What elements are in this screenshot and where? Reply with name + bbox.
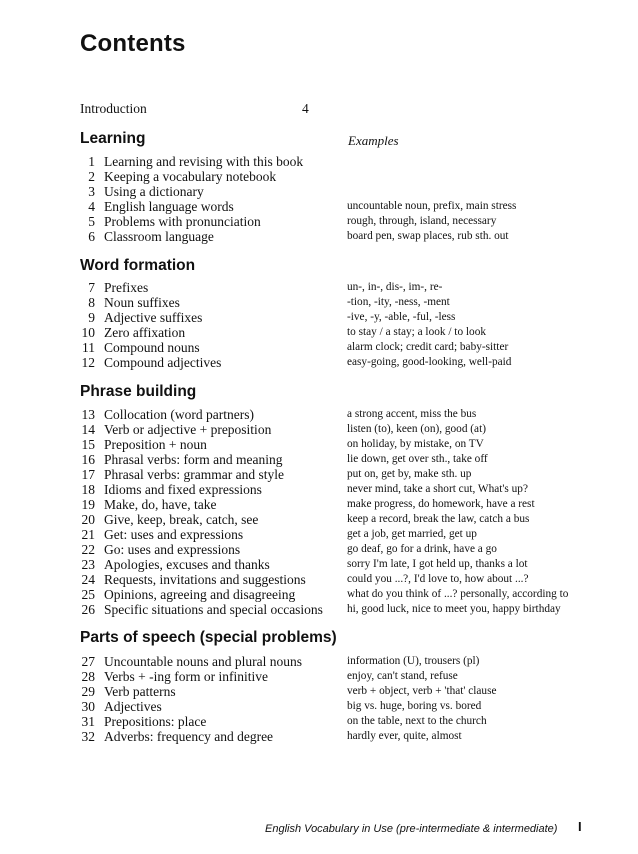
unit-number: 8 [88,295,95,310]
unit-number: 7 [88,280,95,295]
unit-title: Preposition + noun [104,437,207,452]
unit-title: Verb or adjective + preposition [104,422,272,437]
unit-row [0,714,638,729]
unit-title: Verb patterns [104,684,176,699]
unit-example: information (U), trousers (pl) [347,655,480,667]
unit-row [0,467,638,482]
unit-title: Idioms and fixed expressions [104,482,262,497]
section-heading: Learning [80,130,146,147]
unit-number: 24 [81,572,95,587]
unit-number: 11 [82,340,95,355]
unit-row [0,654,638,669]
unit-row [0,587,638,602]
unit-number: 17 [81,467,95,482]
unit-row [0,229,638,244]
unit-title: Learning and revising with this book [104,154,304,169]
unit-title: Make, do, have, take [104,497,217,512]
unit-example: sorry I'm late, I got held up, thanks a lot [347,558,528,570]
unit-title: Compound nouns [104,340,200,355]
unit-title: Collocation (word partners) [104,407,254,422]
unit-number: 16 [81,452,95,467]
unit-row [0,527,638,542]
unit-example: a strong accent, miss the bus [347,408,477,420]
introduction-label: Introduction [80,101,147,116]
unit-title: Adverbs: frequency and degree [104,729,274,744]
unit-title: Opinions, agreeing and disagreeing [104,587,296,602]
section-heading: Parts of speech (special problems) [80,629,337,646]
unit-title: Give, keep, break, catch, see [104,512,259,527]
unit-example: lie down, get over sth., take off [347,453,488,465]
unit-example: get a job, get married, get up [347,528,477,540]
unit-title: Get: uses and expressions [104,527,244,542]
unit-example: alarm clock; credit card; baby-sitter [347,341,509,353]
unit-number: 4 [88,199,95,214]
unit-number: 13 [81,407,95,422]
unit-row [0,184,638,199]
unit-example: could you ...?, I'd love to, how about ...? [347,573,529,585]
unit-number: 18 [81,482,95,497]
introduction-entry [80,101,320,117]
unit-title: Zero affixation [104,325,186,340]
unit-example: go deaf, go for a drink, have a go [347,543,497,555]
unit-number: 14 [81,422,95,437]
unit-example: keep a record, break the law, catch a bus [347,513,530,525]
unit-example: hi, good luck, nice to meet you, happy birthday [347,603,561,615]
unit-number: 22 [81,542,95,557]
section-heading: Phrase building [80,383,197,400]
unit-row [0,437,638,452]
unit-row [0,669,638,684]
unit-example: big vs. huge, boring vs. bored [347,700,482,712]
unit-title: Requests, invitations and suggestions [104,572,306,587]
introduction-page-number: 4 [302,101,309,116]
unit-title: Compound adjectives [104,355,222,370]
unit-example: listen (to), keen (on), good (at) [347,423,486,435]
unit-row [0,154,638,169]
unit-number: 28 [81,669,95,684]
unit-row [0,422,638,437]
unit-number: 12 [81,355,95,370]
unit-example: rough, through, island, necessary [347,215,497,227]
unit-title: Specific situations and special occasions [104,602,323,617]
unit-example: put on, get by, make sth. up [347,468,472,480]
unit-row [0,340,638,355]
unit-number: 19 [81,497,95,512]
unit-row [0,482,638,497]
footer-page-number: I [578,819,582,834]
unit-example: board pen, swap places, rub sth. out [347,230,509,242]
examples-column-heading: Examples [348,133,399,148]
unit-row [0,557,638,572]
unit-number: 15 [81,437,95,452]
unit-row [0,684,638,699]
unit-title: Phrasal verbs: form and meaning [104,452,283,467]
unit-row [0,497,638,512]
unit-title: English language words [104,199,234,214]
unit-row [0,310,638,325]
section-heading: Word formation [80,257,196,274]
unit-row [0,542,638,557]
unit-example: -ive, -y, -able, -ful, -less [347,311,456,323]
unit-number: 31 [81,714,95,729]
unit-row [0,214,638,229]
unit-title: Classroom language [104,229,214,244]
unit-row [0,572,638,587]
unit-number: 21 [81,527,95,542]
unit-example: verb + object, verb + 'that' clause [347,685,497,697]
unit-number: 20 [81,512,95,527]
unit-number: 27 [81,654,95,669]
unit-row [0,407,638,422]
unit-example: on the table, next to the church [347,715,487,727]
unit-title: Adjective suffixes [104,310,203,325]
unit-row [0,355,638,370]
unit-title: Noun suffixes [104,295,180,310]
unit-example: un-, in-, dis-, im-, re- [347,281,443,293]
unit-title: Adjectives [104,699,162,714]
page-title: Contents [80,30,186,57]
unit-row [0,295,638,310]
unit-row [0,602,638,617]
unit-number: 9 [88,310,95,325]
unit-title: Prefixes [104,280,149,295]
unit-number: 6 [88,229,95,244]
unit-row [0,169,638,184]
unit-number: 3 [88,184,95,199]
unit-example: to stay / a stay; a look / to look [347,326,486,338]
unit-row [0,729,638,744]
unit-example: hardly ever, quite, almost [347,730,462,742]
unit-row [0,512,638,527]
unit-title: Apologies, excuses and thanks [104,557,270,572]
unit-title: Prepositions: place [104,714,207,729]
footer-book-title: English Vocabulary in Use (pre-intermediate & intermediate) [265,823,558,835]
unit-title: Keeping a vocabulary notebook [104,169,277,184]
unit-title: Using a dictionary [104,184,204,199]
unit-example: enjoy, can't stand, refuse [347,670,458,682]
unit-number: 23 [81,557,95,572]
unit-example: easy-going, good-looking, well-paid [347,356,512,368]
unit-row [0,325,638,340]
unit-number: 30 [81,699,95,714]
unit-example: never mind, take a short cut, What's up? [347,483,528,495]
unit-number: 25 [81,587,95,602]
unit-number: 10 [81,325,95,340]
unit-row [0,199,638,214]
unit-row [0,452,638,467]
unit-title: Go: uses and expressions [104,542,241,557]
unit-row [0,699,638,714]
unit-example: on holiday, by mistake, on TV [347,438,484,450]
unit-number: 26 [81,602,95,617]
unit-title: Phrasal verbs: grammar and style [104,467,284,482]
unit-number: 5 [88,214,95,229]
unit-example: what do you think of ...? personally, according to [347,588,569,600]
unit-title: Uncountable nouns and plural nouns [104,654,302,669]
unit-example: uncountable noun, prefix, main stress [347,200,517,212]
unit-example: make progress, do homework, have a rest [347,498,535,510]
unit-title: Problems with pronunciation [104,214,261,229]
unit-number: 32 [81,729,95,744]
unit-number: 29 [81,684,95,699]
unit-row [0,280,638,295]
unit-number: 1 [88,154,95,169]
unit-number: 2 [88,169,95,184]
unit-example: -tion, -ity, -ness, -ment [347,296,450,308]
unit-title: Verbs + -ing form or infinitive [104,669,268,684]
